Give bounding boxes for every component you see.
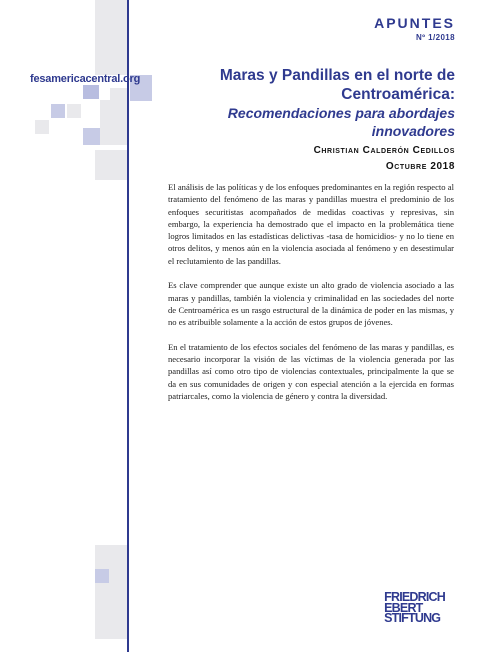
title-block (195, 66, 455, 172)
document-title: Maras y Pandillas en el norte de Centroamérica: (219, 67, 455, 103)
vertical-rule (127, 0, 129, 652)
paragraph: Es clave comprender que aunque existe un alto grado de violencia asociado a las maras y pandillas, también la violencia y criminalidad en las sociedades del norte de Centroamérica es un rasgo estructural de la dinámica de poder en las mismas, y no es atribuible solamente a la acción de estos grupos de jóvenes. (168, 280, 454, 328)
series-header (374, 15, 455, 42)
author-name: Christian Calderón Cedillos (313, 145, 455, 156)
series-number: Nº 1/2018 (416, 33, 455, 42)
paragraph: En el tratamiento de los efectos sociales del fenómeno de las maras y pandillas, es necesario incorporar la visión de las víctimas de la violencia generada por las pandillas así como otro tipo de violencias contextuales, principalmente la que se da en sus comunidades de origen y con especial atención a la ejercida en formas patriarcales, como la violencia de género y contra la diversidad. (168, 341, 454, 402)
publication-date: Octubre 2018 (385, 161, 455, 172)
document-subtitle: Recomendaciones para abordajes innovadores (227, 105, 455, 139)
fes-logo (384, 592, 445, 624)
logo-line-1: FRIEDRICH (384, 590, 445, 604)
logo-line-3: STIFTUNG (384, 611, 441, 625)
paragraph: El análisis de las políticas y de los enfoques predominantes en la región respecto al tratamiento del fenómeno de las maras y pandillas muestra el predominio de los enfoques securitistas acompañados de medidas coactivas y represivas, sin embargo, la experiencia ha demostrado que el impacto en la problemática tiene logros limitados en las estadísticas delictivas -tasa de homicidios- y no lo tiene en otros delitos, y menos aún en la violencia asociada al fenómeno y en desestimular el reclutamiento de las pandillas. (168, 182, 454, 266)
logo-line-2: EBERT (384, 600, 423, 615)
body-text (168, 181, 454, 415)
series-label: APUNTES (374, 15, 455, 31)
website-link[interactable]: fesamericacentral.org (30, 73, 141, 85)
